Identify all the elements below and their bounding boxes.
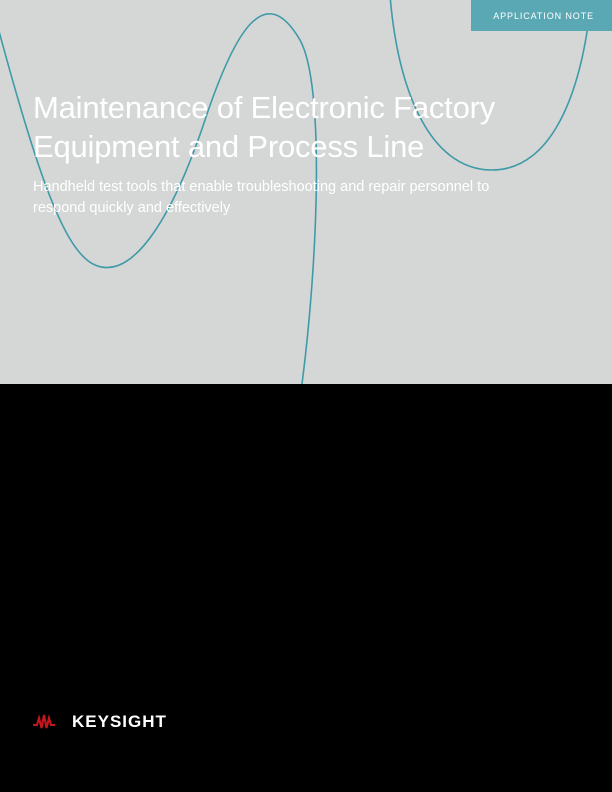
application-note-badge-label: APPLICATION NOTE bbox=[493, 10, 594, 21]
keysight-logo bbox=[33, 712, 167, 732]
title-block bbox=[33, 88, 533, 219]
application-note-badge bbox=[471, 0, 612, 31]
keysight-wordmark: KEYSIGHT bbox=[72, 712, 167, 731]
keysight-waveform-icon bbox=[33, 713, 63, 731]
page-subtitle: Handheld test tools that enable troubleshooting and repair personnel to respond quickly and effectively bbox=[33, 179, 490, 216]
page-title: Maintenance of Electronic Factory Equipment and Process Line bbox=[33, 90, 496, 164]
